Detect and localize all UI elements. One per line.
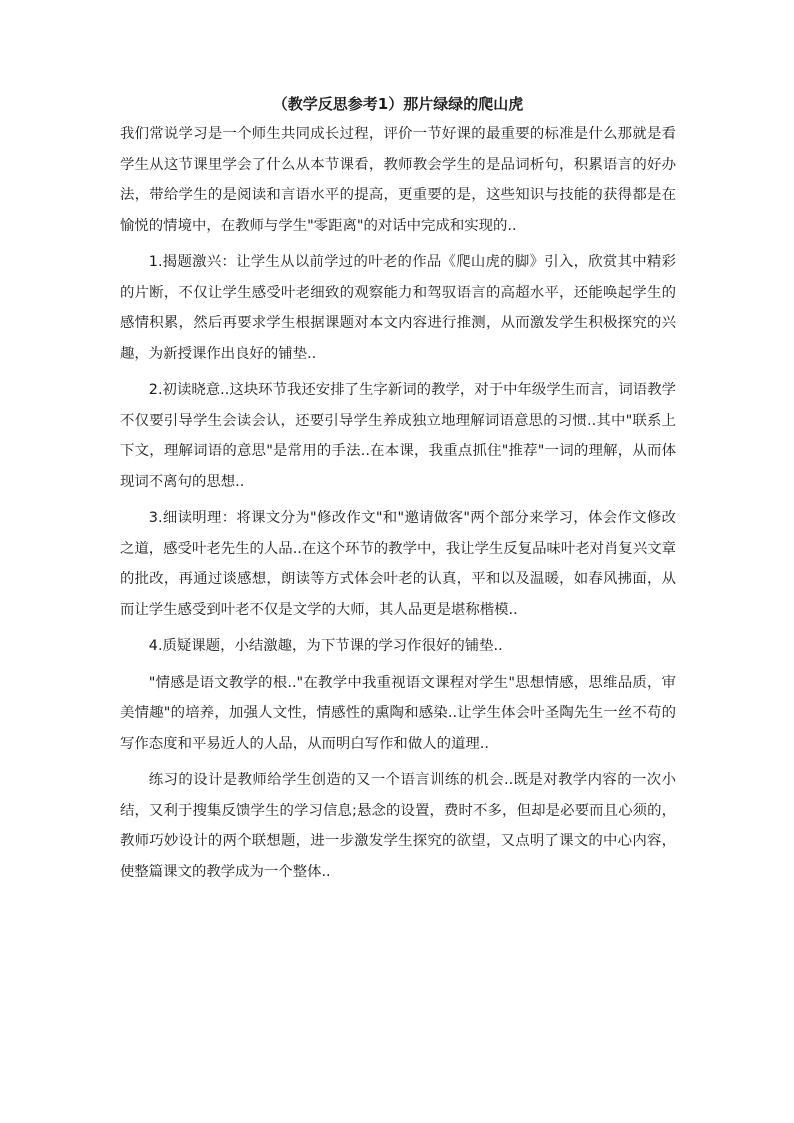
paragraph-step-3: 3.细读明理：将课文分为"修改作文"和"邀请做客"两个部分来学习，体会作文修改之道，感受叶老先生的人品..在这个环节的教学中，我让学生反复品味叶老对肖复兴文章的批改，再通过谈感想，朗读等方式体会叶老的认真，平和以及温暖，如春风拂面，从而让学生感受到叶老不仅是文学的大师，其人品更是堪称楷模.. (120, 510, 676, 618)
paragraph-step-1: 1.揭题激兴：让学生从以前学过的叶老的作品《爬山虎的脚》引入，欣赏其中精彩的片断，不仅让学生感受叶老细致的观察能力和驾驭语言的高超水平，还能唤起学生的感情积累，然后再要求学生根据课题对本文内容进行推测，从而激发学生积极探究的兴趣，为新授课作出良好的铺垫.. (120, 254, 676, 362)
paragraph-step-2: 2.初读晓意..这块环节我还安排了生字新词的教学，对于中年级学生而言，词语教学不仅要引导学生会读会认，还要引导学生养成独立地理解词语意思的习惯..其中"联系上下文，理解词语的意思"是常用的手法..在本课，我重点抓住"推荐"一词的理解，从而体现词不离句的思想.. (120, 382, 676, 490)
paragraph-step-4: 4.质疑课题，小结激趣，为下节课的学习作很好的铺垫.. (148, 638, 503, 654)
document-title: （教学反思参考1）那片绿绿的爬山虎 (272, 95, 524, 113)
paragraph-exercise: 练习的设计是教师给学生创造的又一个语言训练的机会..既是对教学内容的一次小结，又利于搜集反馈学生的学习信息;悬念的设置，费时不多，但却是必要而且心须的，教师巧妙设计的两个联想题，进一步激发学生探究的欲望，又点明了课文的中心内容，使整篇课文的教学成为一个整体.. (120, 772, 676, 880)
document-page (120, 92, 676, 893)
paragraph-intro: 我们常说学习是一个师生共同成长过程，评价一节好课的最重要的标准是什么那就是看学生从这节课里学会了什么从本节课看，教师教会学生的是品词析句，积累语言的好办法，带给学生的是阅读和言语水平的提高，更重要的是，这些知识与技能的获得都是在愉悦的情境中，在教师与学生"零距离"的对话中完成和实现的.. (120, 126, 676, 234)
paragraph-emotion: "情感是语文教学的根.."在教学中我重视语文课程对学生"思想情感，思维品质，审美情趣"的培养，加强人文性，情感性的熏陶和感染..让学生体会叶圣陶先生一丝不苟的写作态度和平易近人的人品，从而明白写作和做人的道理.. (120, 674, 676, 752)
